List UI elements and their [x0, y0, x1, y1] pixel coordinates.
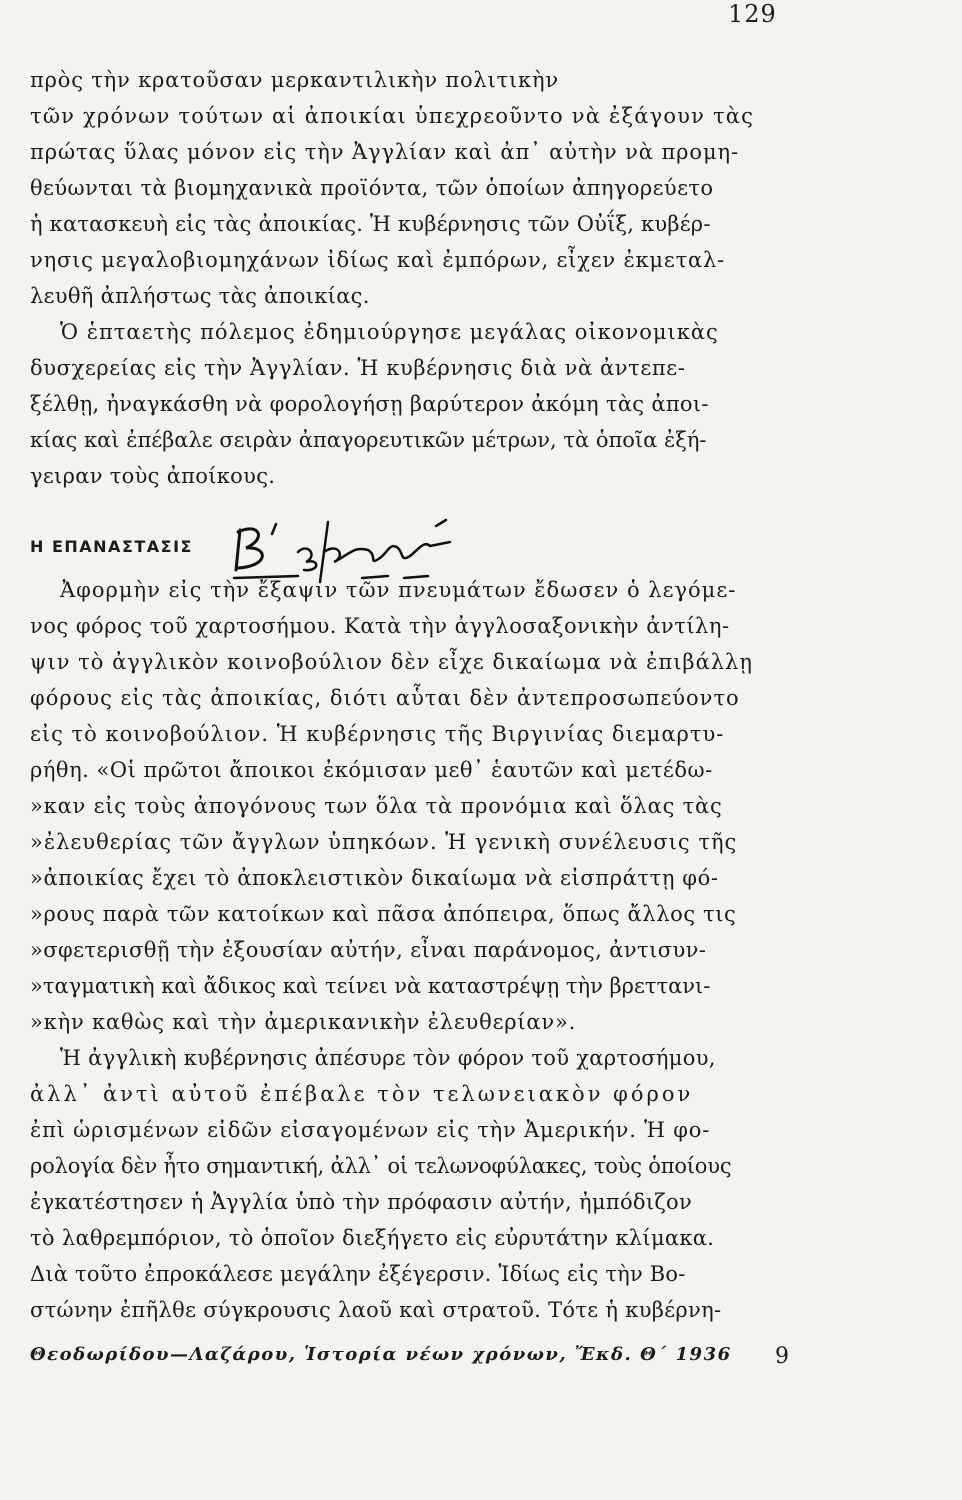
- section-heading: Η ΕΠΑΝΑΣΤΑΣΙΣ: [30, 537, 193, 556]
- text-line: λευθῆ ἀπλήστως τὰς ἀποικίας.: [30, 284, 370, 308]
- text-line: Ἡ ἀγγλικὴ κυβέρνησις ἀπέσυρε τὸν φόρον τοῦ χαρτοσήμου,: [60, 1046, 716, 1070]
- text-line: δυσχερείας εἰς τὴν Ἀγγλίαν. Ἡ κυβέρνησις διὰ νὰ ἀντεπε-: [30, 356, 686, 380]
- text-line: τῶν χρόνων τούτων αἱ ἀποικίαι ὑπεχρεοῦντο νὰ ἐξάγουν τὰς: [30, 104, 755, 128]
- text-line: »ρους παρὰ τῶν κατοίκων καὶ πᾶσα ἀπόπειρα, ὅπως ἄλλος τις: [30, 902, 737, 926]
- page-footer: [30, 1344, 830, 1369]
- text-line: »ταγματικὴ καὶ ἄδικος καὶ τείνει νὰ καταστρέψῃ τὴν βρεττανι-: [30, 974, 711, 998]
- text-line: τὸ λαθρεμπόριον, τὸ ὁποῖον διεξήγετο εἰς εὐρυτάτην κλίμακα.: [30, 1226, 715, 1250]
- text-line: ἡ κατασκευὴ εἰς τὰς ἀποικίας. Ἡ κυβέρνησις τῶν Οὐΐξ, κυβέρ-: [30, 212, 711, 236]
- text-line: κίας καὶ ἐπέβαλε σειρὰν ἀπαγορευτικῶν μέτρων, τὰ ὁποῖα ἐξή-: [30, 428, 707, 452]
- text-line: νος φόρος τοῦ χαρτοσήμου. Κατὰ τὴν ἀγγλοσαξονικὴν ἀντίλη-: [30, 614, 730, 638]
- text-line: ρολογία δὲν ἦτο σημαντική, ἀλλ᾽ οἱ τελωνοφύλακες, τοὺς ὁποίους: [30, 1154, 732, 1178]
- text-line: εἰς τὸ κοινοβούλιον. Ἡ κυβέρνησις τῆς Βιργινίας διεμαρτυ-: [30, 722, 725, 746]
- paragraph-block-top: [30, 62, 820, 494]
- text-line: ρήθη. «Οἱ πρῶτοι ἄποικοι ἐκόμισαν μεθ᾽ ἑαυτῶν καὶ μετέδω-: [30, 758, 713, 782]
- text-line: ψιν τὸ ἀγγλικὸν κοινοβούλιον δὲν εἶχε δικαίωμα νὰ ἐπιβάλλῃ: [30, 650, 753, 674]
- paragraph-block-bottom: [30, 572, 820, 1328]
- text-line: νησις μεγαλοβιομηχάνων ἰδίως καὶ ἐμπόρων, εἶχεν ἐκμεταλ-: [30, 248, 725, 272]
- text-line: »καν εἰς τοὺς ἀπογόνους των ὅλα τὰ προνόμια καὶ ὅλας τὰς: [30, 794, 723, 818]
- text-line: πρὸς τὴν κρατοῦσαν μερκαντιλικὴν πολιτικὴν: [30, 68, 559, 92]
- text-line: θεύωνται τὰ βιομηχανικὰ προϊόντα, τῶν ὁποίων ἀπηγορεύετο: [30, 176, 714, 200]
- text-line: γειραν τοὺς ἀποίκους.: [30, 464, 276, 488]
- text-line: ξέλθῃ, ἠναγκάσθη νὰ φορολογήσῃ βαρύτερον ἀκόμη τὰς ἀποι-: [30, 392, 709, 416]
- text-line: »κὴν καθὼς καὶ τὴν ἀμερικανικὴν ἐλευθερίαν».: [30, 1010, 577, 1034]
- text-line: στώνην ἐπῆλθε σύγκρουσις λαοῦ καὶ στρατοῦ. Τότε ἡ κυβέρνη-: [30, 1298, 722, 1322]
- signature-number: 9: [775, 1344, 791, 1369]
- text-line: »σφετερισθῇ τὴν ἐξουσίαν αὐτήν, εἶναι παράνομος, ἀντισυν-: [30, 938, 707, 962]
- text-line: Ὁ ἑπταετὴς πόλεμος ἐδημιούργησε μεγάλας οἰκονομικὰς: [60, 320, 719, 344]
- text-line: φόρους εἰς τὰς ἀποικίας, διότι αὗται δὲν ἀντεπροσωπεύοντο: [30, 686, 740, 710]
- text-line: »ἐλευθερίας τῶν ἄγγλων ὑπηκόων. Ἡ γενικὴ συνέλευσις τῆς: [30, 830, 738, 854]
- text-line: πρώτας ὕλας μόνον εἰς τὴν Ἀγγλίαν καὶ ἀπ᾽ αὐτὴν νὰ προμη-: [30, 140, 739, 164]
- text-line: ἐγκατέστησεν ἡ Ἀγγλία ὑπὸ τὴν πρόφασιν αὐτήν, ἠμπόδιζον: [30, 1190, 693, 1214]
- text-line: Ἀφορμὴν εἰς τὴν ἔξαψιν τῶν πνευμάτων ἔδωσεν ὁ λεγόμε-: [60, 578, 737, 602]
- footer-citation: Θεοδωρίδου—Λαζάρου, Ἱστορία νέων χρόνων, Ἔκδ. Θ΄ 1936: [30, 1344, 732, 1365]
- text-line: »ἀποικίας ἔχει τὸ ἀποκλειστικὸν δικαίωμα νὰ εἰσπράττῃ φό-: [30, 866, 719, 890]
- page-number: 129: [728, 0, 777, 28]
- text-line: Διὰ τοῦτο ἐπροκάλεσε μεγάλην ἐξέγερσιν. Ἰδίως εἰς τὴν Βο-: [30, 1262, 686, 1286]
- text-line: ἐπὶ ὡρισμένων εἰδῶν εἰσαγομένων εἰς τὴν Ἀμερικήν. Ἡ φο-: [30, 1118, 711, 1142]
- text-line: ἀλλ᾽ ἀντὶ αὐτοῦ ἐπέβαλε τὸν τελωνειακὸν φόρον: [30, 1082, 694, 1106]
